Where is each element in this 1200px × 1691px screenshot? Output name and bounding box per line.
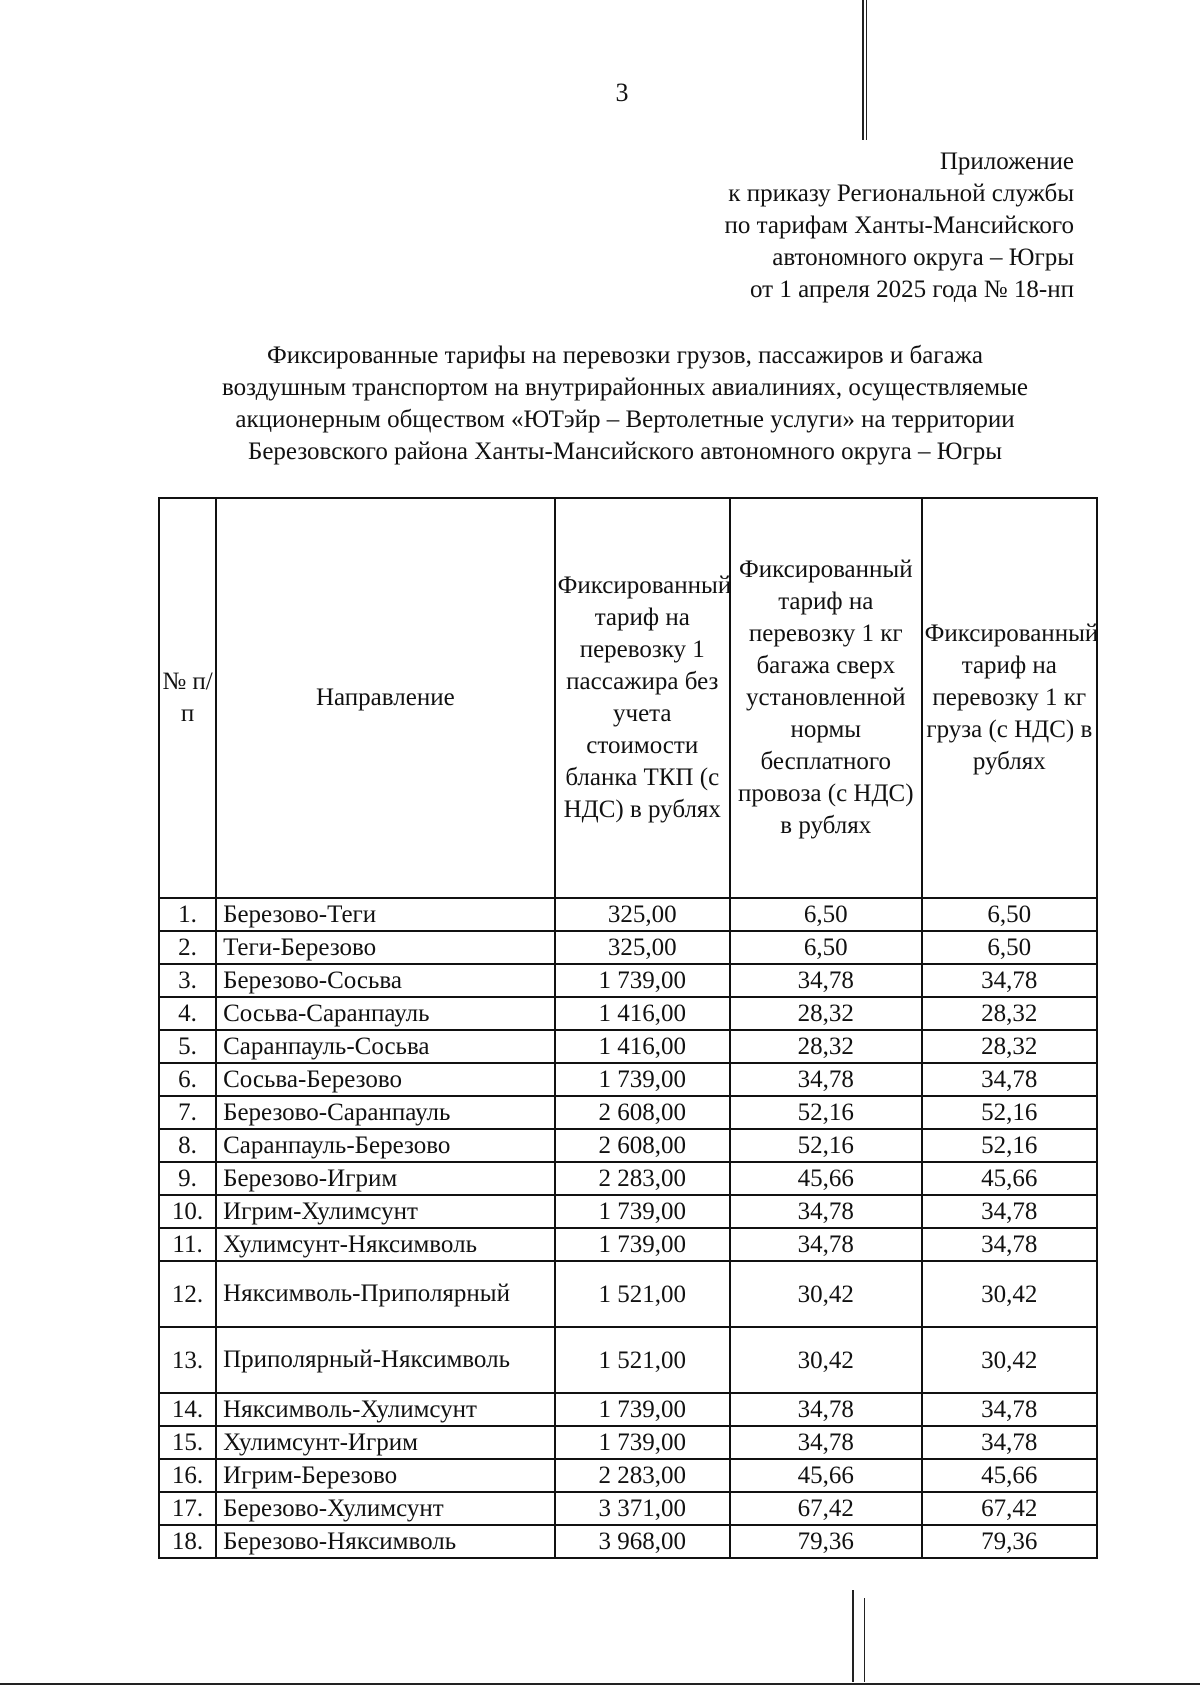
row-baggage-tariff: 28,32: [730, 1030, 922, 1063]
tariff-table: [158, 497, 1098, 1559]
document-title: [140, 340, 1110, 468]
table-row: [159, 964, 1097, 997]
row-number: 13.: [159, 1327, 216, 1393]
scan-bottom-line: [0, 1683, 1200, 1685]
row-baggage-tariff: 52,16: [730, 1129, 922, 1162]
table-row: [159, 1195, 1097, 1228]
table-body: [159, 898, 1097, 1558]
row-cargo-tariff: 45,66: [922, 1162, 1097, 1195]
row-direction: Березово-Хулимсунт: [216, 1492, 554, 1525]
table-row: [159, 1525, 1097, 1558]
row-direction: Хулимсунт-Игрим: [216, 1426, 554, 1459]
row-cargo-tariff: 34,78: [922, 964, 1097, 997]
row-baggage-tariff: 34,78: [730, 1426, 922, 1459]
title-line: акционерным обществом «ЮТэйр – Вертолетные услуги» на территории: [235, 406, 1015, 433]
row-passenger-tariff: 1 739,00: [555, 964, 730, 997]
row-passenger-tariff: 1 739,00: [555, 1063, 730, 1096]
header-number: № п/п: [159, 498, 216, 898]
table-row: [159, 1459, 1097, 1492]
row-direction: Березово-Игрим: [216, 1162, 554, 1195]
row-direction: Хулимсунт-Няксимволь: [216, 1228, 554, 1261]
row-cargo-tariff: 34,78: [922, 1228, 1097, 1261]
table-row: [159, 1030, 1097, 1063]
row-number: 1.: [159, 898, 216, 931]
row-cargo-tariff: 79,36: [922, 1525, 1097, 1558]
row-number: 14.: [159, 1393, 216, 1426]
row-baggage-tariff: 67,42: [730, 1492, 922, 1525]
table-row: [159, 1327, 1097, 1393]
table-row: [159, 997, 1097, 1030]
page-number: 3: [615, 78, 629, 107]
table-row: [159, 1426, 1097, 1459]
row-baggage-tariff: 28,32: [730, 997, 922, 1030]
row-passenger-tariff: 1 739,00: [555, 1195, 730, 1228]
row-number: 15.: [159, 1426, 216, 1459]
appendix-line: к приказу Региональной службы: [728, 180, 1074, 207]
row-number: 17.: [159, 1492, 216, 1525]
row-cargo-tariff: 6,50: [922, 931, 1097, 964]
row-direction: Березово-Саранпауль: [216, 1096, 554, 1129]
row-baggage-tariff: 6,50: [730, 898, 922, 931]
row-cargo-tariff: 67,42: [922, 1492, 1097, 1525]
table-row: [159, 1492, 1097, 1525]
table-row: [159, 898, 1097, 931]
row-direction: Игрим-Березово: [216, 1459, 554, 1492]
scan-margin-line: [862, 0, 864, 140]
row-cargo-tariff: 30,42: [922, 1261, 1097, 1327]
row-direction: Теги-Березово: [216, 931, 554, 964]
appendix-line: Приложение: [939, 148, 1074, 175]
appendix-line: автономного округа – Югры: [772, 244, 1074, 271]
row-direction: Березово-Сосьва: [216, 964, 554, 997]
row-number: 12.: [159, 1261, 216, 1327]
row-passenger-tariff: 3 371,00: [555, 1492, 730, 1525]
row-cargo-tariff: 6,50: [922, 898, 1097, 931]
row-cargo-tariff: 28,32: [922, 997, 1097, 1030]
scan-margin-line: [864, 1598, 865, 1682]
appendix-line: по тарифам Ханты-Мансийского: [724, 212, 1074, 239]
row-direction: Игрим-Хулимсунт: [216, 1195, 554, 1228]
row-number: 4.: [159, 997, 216, 1030]
row-cargo-tariff: 34,78: [922, 1393, 1097, 1426]
row-passenger-tariff: 2 608,00: [555, 1096, 730, 1129]
row-baggage-tariff: 79,36: [730, 1525, 922, 1558]
table-row: [159, 931, 1097, 964]
row-direction: Березово-Теги: [216, 898, 554, 931]
row-passenger-tariff: 1 739,00: [555, 1393, 730, 1426]
row-cargo-tariff: 52,16: [922, 1129, 1097, 1162]
row-direction: Няксимволь-Хулимсунт: [216, 1393, 554, 1426]
header-direction: Направление: [216, 498, 554, 898]
row-direction: Сосьва-Березово: [216, 1063, 554, 1096]
row-baggage-tariff: 34,78: [730, 1228, 922, 1261]
table-header-row: [159, 498, 1097, 898]
row-number: 11.: [159, 1228, 216, 1261]
title-line: Березовского района Ханты-Мансийского автономного округа – Югры: [247, 438, 1003, 465]
header-passenger-tariff: Фиксированный тариф на перевозку 1 пассажира без учета стоимости бланка ТКП (с НДС) в рублях: [555, 498, 730, 898]
row-baggage-tariff: 34,78: [730, 1393, 922, 1426]
table-row: [159, 1162, 1097, 1195]
row-number: 9.: [159, 1162, 216, 1195]
row-passenger-tariff: 1 739,00: [555, 1426, 730, 1459]
row-baggage-tariff: 30,42: [730, 1327, 922, 1393]
table-row: [159, 1063, 1097, 1096]
row-baggage-tariff: 45,66: [730, 1459, 922, 1492]
row-direction: Сосьва-Саранпауль: [216, 997, 554, 1030]
row-direction: Няксимволь-Приполярный: [216, 1261, 554, 1327]
row-passenger-tariff: 3 968,00: [555, 1525, 730, 1558]
row-baggage-tariff: 45,66: [730, 1162, 922, 1195]
row-passenger-tariff: 1 739,00: [555, 1228, 730, 1261]
row-number: 8.: [159, 1129, 216, 1162]
row-direction: Саранпауль-Березово: [216, 1129, 554, 1162]
row-passenger-tariff: 325,00: [555, 931, 730, 964]
row-number: 18.: [159, 1525, 216, 1558]
row-baggage-tariff: 34,78: [730, 964, 922, 997]
table-row: [159, 1393, 1097, 1426]
row-number: 16.: [159, 1459, 216, 1492]
row-number: 3.: [159, 964, 216, 997]
title-line: Фиксированные тарифы на перевозки грузов, пассажиров и багажа: [266, 342, 984, 369]
row-number: 2.: [159, 931, 216, 964]
row-baggage-tariff: 6,50: [730, 931, 922, 964]
row-cargo-tariff: 45,66: [922, 1459, 1097, 1492]
row-number: 10.: [159, 1195, 216, 1228]
row-passenger-tariff: 2 283,00: [555, 1459, 730, 1492]
row-cargo-tariff: 52,16: [922, 1096, 1097, 1129]
row-passenger-tariff: 1 416,00: [555, 1030, 730, 1063]
row-cargo-tariff: 34,78: [922, 1195, 1097, 1228]
title-line: воздушным транспортом на внутрирайонных авиалиниях, осуществляемые: [222, 374, 1028, 401]
row-passenger-tariff: 2 283,00: [555, 1162, 730, 1195]
row-passenger-tariff: 2 608,00: [555, 1129, 730, 1162]
row-cargo-tariff: 34,78: [922, 1426, 1097, 1459]
row-baggage-tariff: 34,78: [730, 1063, 922, 1096]
appendix-header: [725, 146, 1074, 306]
row-baggage-tariff: 34,78: [730, 1195, 922, 1228]
row-passenger-tariff: 1 521,00: [555, 1261, 730, 1327]
row-number: 5.: [159, 1030, 216, 1063]
scan-margin-line: [866, 0, 867, 140]
table-row: [159, 1096, 1097, 1129]
row-cargo-tariff: 30,42: [922, 1327, 1097, 1393]
row-direction: Саранпауль-Сосьва: [216, 1030, 554, 1063]
row-cargo-tariff: 34,78: [922, 1063, 1097, 1096]
row-number: 6.: [159, 1063, 216, 1096]
row-passenger-tariff: 1 416,00: [555, 997, 730, 1030]
row-direction: Приполярный-Няксимволь: [216, 1327, 554, 1393]
header-baggage-tariff: Фиксированный тариф на перевозку 1 кг багажа сверх установленной нормы бесплатного провоза (с НДС) в рублях: [730, 498, 922, 898]
header-cargo-tariff: Фиксированный тариф на перевозку 1 кг груза (с НДС) в рублях: [922, 498, 1097, 898]
row-direction: Березово-Няксимволь: [216, 1525, 554, 1558]
appendix-line: от 1 апреля 2025 года № 18-нп: [750, 276, 1074, 303]
table-row: [159, 1261, 1097, 1327]
row-cargo-tariff: 28,32: [922, 1030, 1097, 1063]
row-passenger-tariff: 325,00: [555, 898, 730, 931]
row-baggage-tariff: 30,42: [730, 1261, 922, 1327]
table-row: [159, 1129, 1097, 1162]
table-row: [159, 1228, 1097, 1261]
row-number: 7.: [159, 1096, 216, 1129]
row-baggage-tariff: 52,16: [730, 1096, 922, 1129]
scan-margin-line: [852, 1590, 854, 1682]
row-passenger-tariff: 1 521,00: [555, 1327, 730, 1393]
